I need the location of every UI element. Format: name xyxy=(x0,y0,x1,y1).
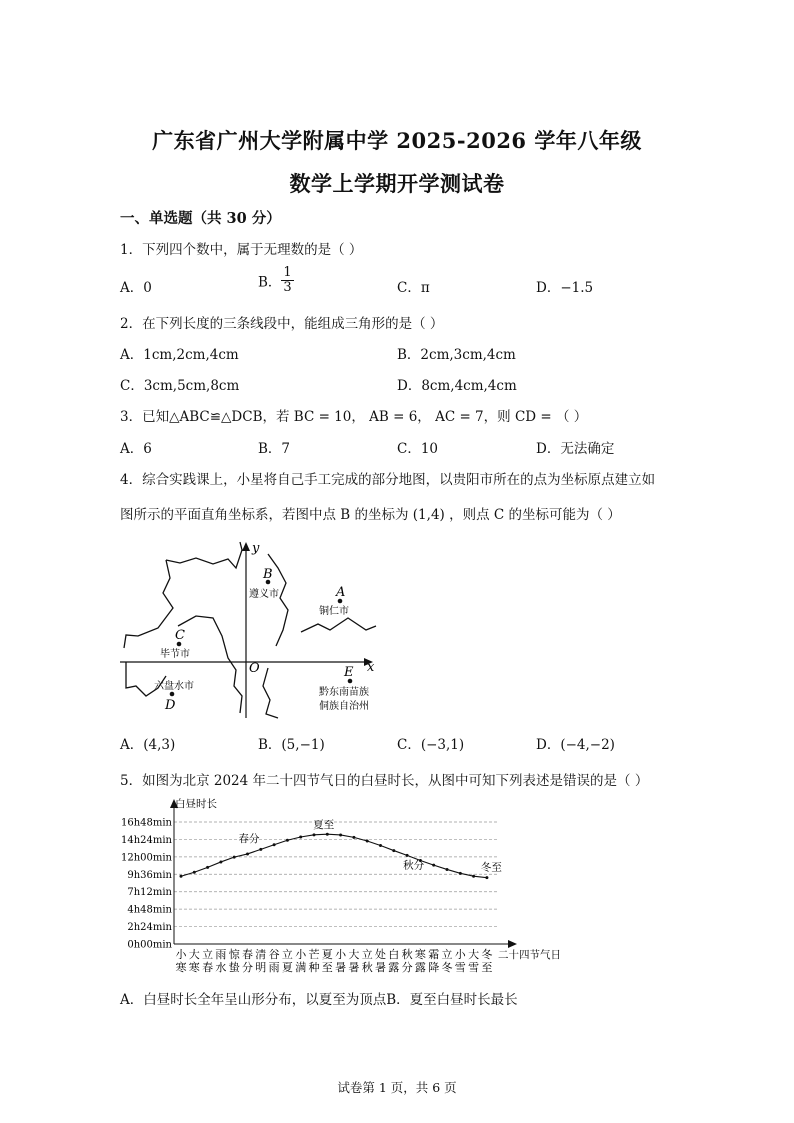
data-point xyxy=(233,856,236,859)
chart-x-axis-arrow xyxy=(508,940,517,948)
data-point xyxy=(459,872,462,875)
y-tick-label: 7h12min xyxy=(127,887,172,899)
data-point xyxy=(406,854,409,857)
x-tick-label-top: 春 xyxy=(242,948,253,961)
x-tick-label-bottom: 雨 xyxy=(268,961,280,974)
x-tick-label-top: 立 xyxy=(281,948,293,961)
y-tick-label: 14h24min xyxy=(120,834,172,846)
x-tick-label-bottom: 明 xyxy=(255,961,267,974)
data-point xyxy=(326,833,329,836)
boundary-southeast xyxy=(263,668,278,718)
data-point xyxy=(485,876,488,879)
chart-gridlines xyxy=(174,822,498,927)
x-tick-label-top: 小 xyxy=(175,948,187,961)
annotation-winter-solstice: 冬至 xyxy=(480,861,502,874)
q3-option-b: B．7 xyxy=(258,441,291,457)
x-tick-label-bottom: 水 xyxy=(215,961,227,974)
boundary-east xyxy=(301,618,376,632)
data-point xyxy=(219,860,222,863)
question-3-stem: 3．已知△ABC≌△DCB，若 BC = 10， AB = 6， AC = 7，则 CD = （ ） xyxy=(120,409,588,425)
y-tick-label: 16h48min xyxy=(120,817,172,829)
fraction-numerator: 1 xyxy=(283,265,292,280)
daylight-series-line xyxy=(181,834,487,877)
point-e-city-line2: 侗族自治州 xyxy=(319,701,369,712)
question-5-stem: 5．如图为北京 2024 年二十四节气日的白昼时长，从图中可知下列表述是错误的是（ ） xyxy=(120,773,649,789)
annotation-summer-solstice: 夏至 xyxy=(313,819,335,832)
x-tick-label-top: 白 xyxy=(388,948,400,961)
q2-option-a: A．1cm,2cm,4cm xyxy=(120,347,239,363)
section-heading: 一、单选题（共 30 分） xyxy=(120,210,281,227)
x-tick-label-top: 大 xyxy=(188,948,200,961)
point-d-dot xyxy=(170,692,175,697)
paper-title-line2: 数学上学期开学测试卷 xyxy=(289,171,505,196)
question-1-stem: 1．下列四个数中，属于无理数的是（ ） xyxy=(120,242,363,258)
x-tick-label-bottom: 蛰 xyxy=(228,961,240,974)
point-c-city: 毕节市 xyxy=(160,649,190,660)
x-axis-label: x xyxy=(367,660,375,675)
x-tick-label-top: 霜 xyxy=(428,948,440,961)
data-point xyxy=(379,844,382,847)
chart-x-axis-title: 二十四节气日 xyxy=(498,949,561,961)
annotation-autumn-equinox: 秋分 xyxy=(403,859,425,872)
point-c-label: C xyxy=(175,628,185,643)
x-tick-label-bottom: 分 xyxy=(242,961,253,974)
x-tick-label-top: 冬 xyxy=(481,948,493,961)
y-tick-label: 0h00min xyxy=(127,939,172,951)
q2-option-d: D．8cm,4cm,4cm xyxy=(397,378,517,394)
point-d-label: D xyxy=(165,698,176,713)
data-point xyxy=(206,866,209,869)
y-tick-label: 12h00min xyxy=(120,852,172,864)
chart-y-axis-title: 白昼时长 xyxy=(175,798,217,810)
x-tick-label-bottom: 春 xyxy=(202,961,214,974)
question-4-stem-line1: 4．综合实践课上，小星将自己手工完成的部分地图，以贵阳市所在的点为坐标原点建立如 xyxy=(120,472,656,488)
x-tick-label-bottom: 暑 xyxy=(348,961,360,974)
q2-option-c: C．3cm,5cm,8cm xyxy=(120,378,240,394)
data-point xyxy=(339,833,342,836)
x-tick-label-bottom: 寒 xyxy=(188,961,200,974)
data-point xyxy=(286,839,289,842)
y-tick-label: 9h36min xyxy=(127,869,172,881)
q3-option-a: A．6 xyxy=(120,441,152,457)
data-point xyxy=(246,852,249,855)
y-tick-label: 4h48min xyxy=(127,904,172,916)
question-2-stem: 2．在下列长度的三条线段中，能组成三角形的是（ ） xyxy=(120,316,444,332)
x-tick-label-bottom: 满 xyxy=(295,961,307,974)
q1-option-d: D．−1.5 xyxy=(536,280,594,296)
x-tick-label-top: 寒 xyxy=(414,948,426,961)
x-tick-label-bottom: 寒 xyxy=(175,961,187,974)
point-e-label: E xyxy=(344,665,354,680)
boundary-west xyxy=(124,560,173,648)
y-axis-arrow xyxy=(242,542,250,551)
x-tick-label-bottom: 暑 xyxy=(375,961,386,974)
q1-option-a: A．0 xyxy=(120,280,152,296)
chart-x-tick-labels xyxy=(176,947,493,974)
data-point xyxy=(299,836,302,839)
x-tick-label-bottom: 暑 xyxy=(335,961,347,974)
x-tick-label-bottom: 秋 xyxy=(361,961,373,974)
point-b-label: B xyxy=(263,567,273,582)
x-tick-label-bottom: 种 xyxy=(308,961,320,974)
x-tick-label-top: 清 xyxy=(255,948,267,961)
x-tick-label-bottom: 分 xyxy=(401,961,413,974)
x-tick-label-bottom: 至 xyxy=(321,961,333,974)
boundary-north xyxy=(166,542,242,568)
q4-option-b: B．(5,−1) xyxy=(258,737,325,753)
point-a-city: 铜仁市 xyxy=(319,606,349,617)
q4-option-c: C．(−3,1) xyxy=(397,737,465,753)
coordinate-map-figure xyxy=(118,538,388,723)
x-tick-label-bottom: 至 xyxy=(481,961,493,974)
q2-option-b: B．2cm,3cm,4cm xyxy=(397,347,516,363)
x-tick-label-bottom: 露 xyxy=(388,961,400,974)
x-tick-label-bottom: 夏 xyxy=(281,961,293,974)
q3-option-c: C．10 xyxy=(397,441,439,457)
point-d-city: 六盘水市 xyxy=(154,681,194,692)
data-point xyxy=(432,864,435,867)
x-tick-label-bottom: 露 xyxy=(414,961,426,974)
daylight-chart xyxy=(118,796,578,976)
x-tick-label-top: 惊 xyxy=(228,948,240,961)
x-tick-label-bottom: 雪 xyxy=(454,961,466,974)
x-tick-label-top: 立 xyxy=(202,948,214,961)
x-tick-label-top: 小 xyxy=(335,948,347,961)
x-tick-label-top: 大 xyxy=(348,948,360,961)
page-footer: 试卷第 1 页，共 6 页 xyxy=(337,1080,457,1095)
data-point xyxy=(193,871,196,874)
data-point xyxy=(259,848,262,851)
point-a-label: A xyxy=(336,585,346,600)
x-tick-label-top: 处 xyxy=(375,948,386,961)
boundary-south-central xyxy=(178,616,242,713)
data-point xyxy=(472,875,475,878)
data-point xyxy=(313,833,316,836)
x-tick-label-top: 谷 xyxy=(268,948,280,961)
x-tick-label-bottom: 雪 xyxy=(468,961,480,974)
q1-option-b xyxy=(258,266,294,295)
data-point xyxy=(273,843,276,846)
y-axis-label: y xyxy=(252,541,260,556)
y-tick-label: 2h24min xyxy=(127,922,172,934)
x-tick-label-bottom: 降 xyxy=(428,961,440,974)
data-point xyxy=(446,868,449,871)
paper-title-line1: 广东省广州大学附属中学 2025-2026 学年八年级 xyxy=(152,128,642,153)
q1-option-b-label: B． xyxy=(258,274,282,291)
x-tick-label-top: 大 xyxy=(468,948,480,961)
x-tick-label-top: 芒 xyxy=(308,948,320,961)
x-tick-label-top: 雨 xyxy=(215,948,227,961)
x-tick-label-top: 立 xyxy=(361,948,373,961)
fraction-denominator: 3 xyxy=(283,280,292,295)
x-tick-label-top: 夏 xyxy=(321,948,333,961)
x-tick-label-bottom: 冬 xyxy=(441,961,453,974)
q3-option-d: D．无法确定 xyxy=(536,441,615,457)
point-e-city-line1: 黔东南苗族 xyxy=(319,687,369,698)
annotation-spring-equinox: 春分 xyxy=(238,832,260,845)
data-point xyxy=(392,849,395,852)
origin-label: O xyxy=(249,661,260,676)
question-4-stem-line2: 图所示的平面直角坐标系，若图中点 B 的坐标为 (1,4) ，则点 C 的坐标可能为（ ） xyxy=(120,507,621,523)
data-point xyxy=(352,836,355,839)
chart-y-tick-labels xyxy=(121,818,173,951)
x-tick-label-top: 秋 xyxy=(401,948,413,961)
data-point xyxy=(180,875,183,878)
q1-option-c: C．π xyxy=(397,280,430,296)
q4-option-a: A．(4,3) xyxy=(120,737,176,753)
x-tick-label-top: 立 xyxy=(441,948,453,961)
fraction-one-third xyxy=(281,266,293,295)
x-tick-label-top: 小 xyxy=(454,948,466,961)
q5-option-line: A．白昼时长全年呈山形分布，以夏至为顶点B．夏至白昼时长最长 xyxy=(120,992,518,1008)
data-point xyxy=(366,840,369,843)
point-b-city: 遵义市 xyxy=(249,589,279,600)
x-tick-label-top: 小 xyxy=(295,948,307,961)
q4-option-d: D．(−4,−2) xyxy=(536,737,615,753)
